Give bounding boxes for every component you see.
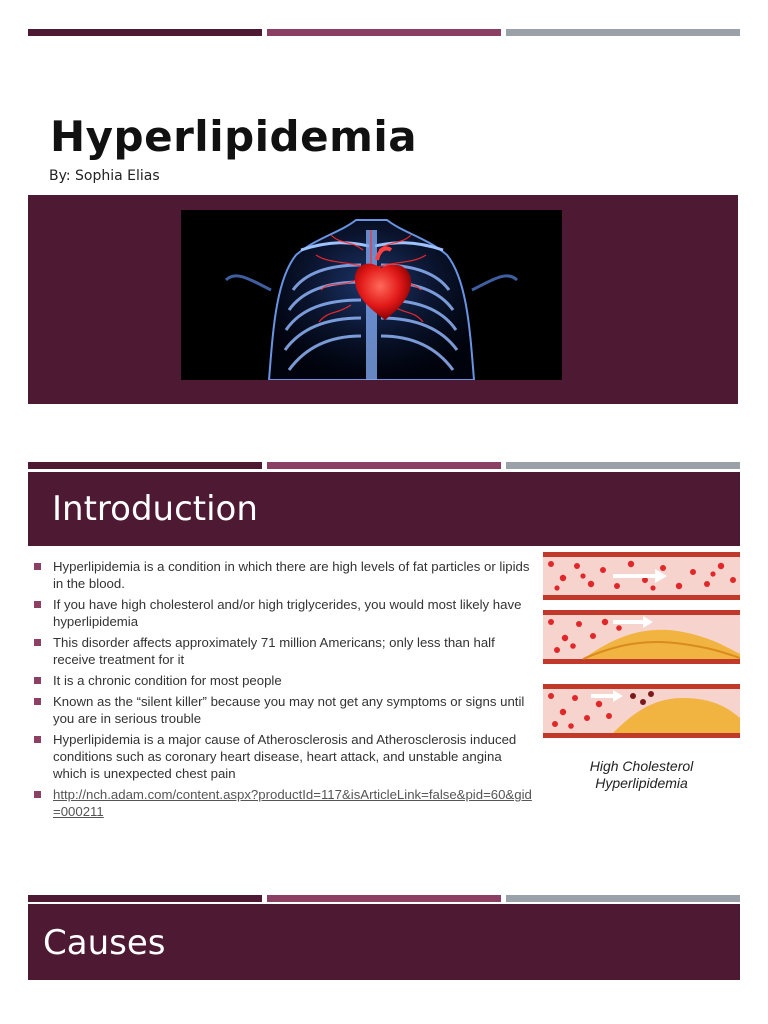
list-item: [33, 731, 533, 782]
accent-segment-mauve: [267, 462, 501, 469]
bullet-square-icon: [34, 601, 41, 608]
bullet-text: It is a chronic condition for most people: [53, 673, 282, 688]
list-item: [33, 786, 533, 820]
figure-caption: [543, 758, 740, 792]
introduction-header: [28, 472, 740, 546]
caption-line: High Cholesterol: [589, 758, 694, 774]
bullet-text: Known as the “silent killer” because you may not get any symptoms or signs until you are in serious trouble: [53, 694, 525, 726]
introduction-bullet-list: [33, 558, 533, 824]
introduction-title: Introduction: [52, 489, 258, 529]
accent-segment-plum: [28, 29, 262, 36]
accent-segment-mauve: [267, 29, 501, 36]
accent-bar-intro: [28, 462, 740, 469]
accent-segment-gray: [506, 895, 740, 902]
list-item: [33, 596, 533, 630]
accent-segment-plum: [28, 895, 262, 902]
caption-line: Hyperlipidemia: [595, 775, 688, 791]
title-image-panel: [28, 195, 738, 404]
accent-bar-causes: [28, 895, 740, 902]
bullet-square-icon: [34, 736, 41, 743]
bullet-text: Hyperlipidemia is a condition in which there are high levels of fat particles or lipids in the blood.: [53, 559, 530, 591]
list-item: [33, 693, 533, 727]
accent-segment-gray: [506, 29, 740, 36]
bullet-square-icon: [34, 698, 41, 705]
causes-title: Causes: [43, 923, 166, 963]
bullet-square-icon: [34, 791, 41, 798]
bullet-text: If you have high cholesterol and/or high triglycerides, you would most likely have hyperlipidemia: [53, 597, 522, 629]
list-item: [33, 672, 533, 689]
bullet-square-icon: [34, 677, 41, 684]
chest-heart-illustration: [181, 210, 562, 380]
bullet-text: This disorder affects approximately 71 million Americans; only less than half receive treatment for it: [53, 635, 495, 667]
accent-segment-plum: [28, 462, 262, 469]
artery-illustration: [543, 548, 740, 740]
causes-header: [28, 904, 740, 980]
list-item: [33, 558, 533, 592]
bullet-text: Hyperlipidemia is a major cause of Atherosclerosis and Atherosclerosis induced conditions such as coronary heart disease, heart attack, and unstable angina which is unexpected chest pain: [53, 732, 517, 781]
accent-bar-top: [28, 29, 740, 36]
slide-title: Hyperlipidemia: [50, 112, 418, 161]
slide-author: By: Sophia Elias: [49, 168, 160, 184]
accent-segment-mauve: [267, 895, 501, 902]
source-link[interactable]: http://nch.adam.com/content.aspx?productId=117&isArticleLink=false&pid=60&gid=000211: [53, 787, 532, 819]
accent-segment-gray: [506, 462, 740, 469]
list-item: [33, 634, 533, 668]
bullet-square-icon: [34, 639, 41, 646]
bullet-square-icon: [34, 563, 41, 570]
